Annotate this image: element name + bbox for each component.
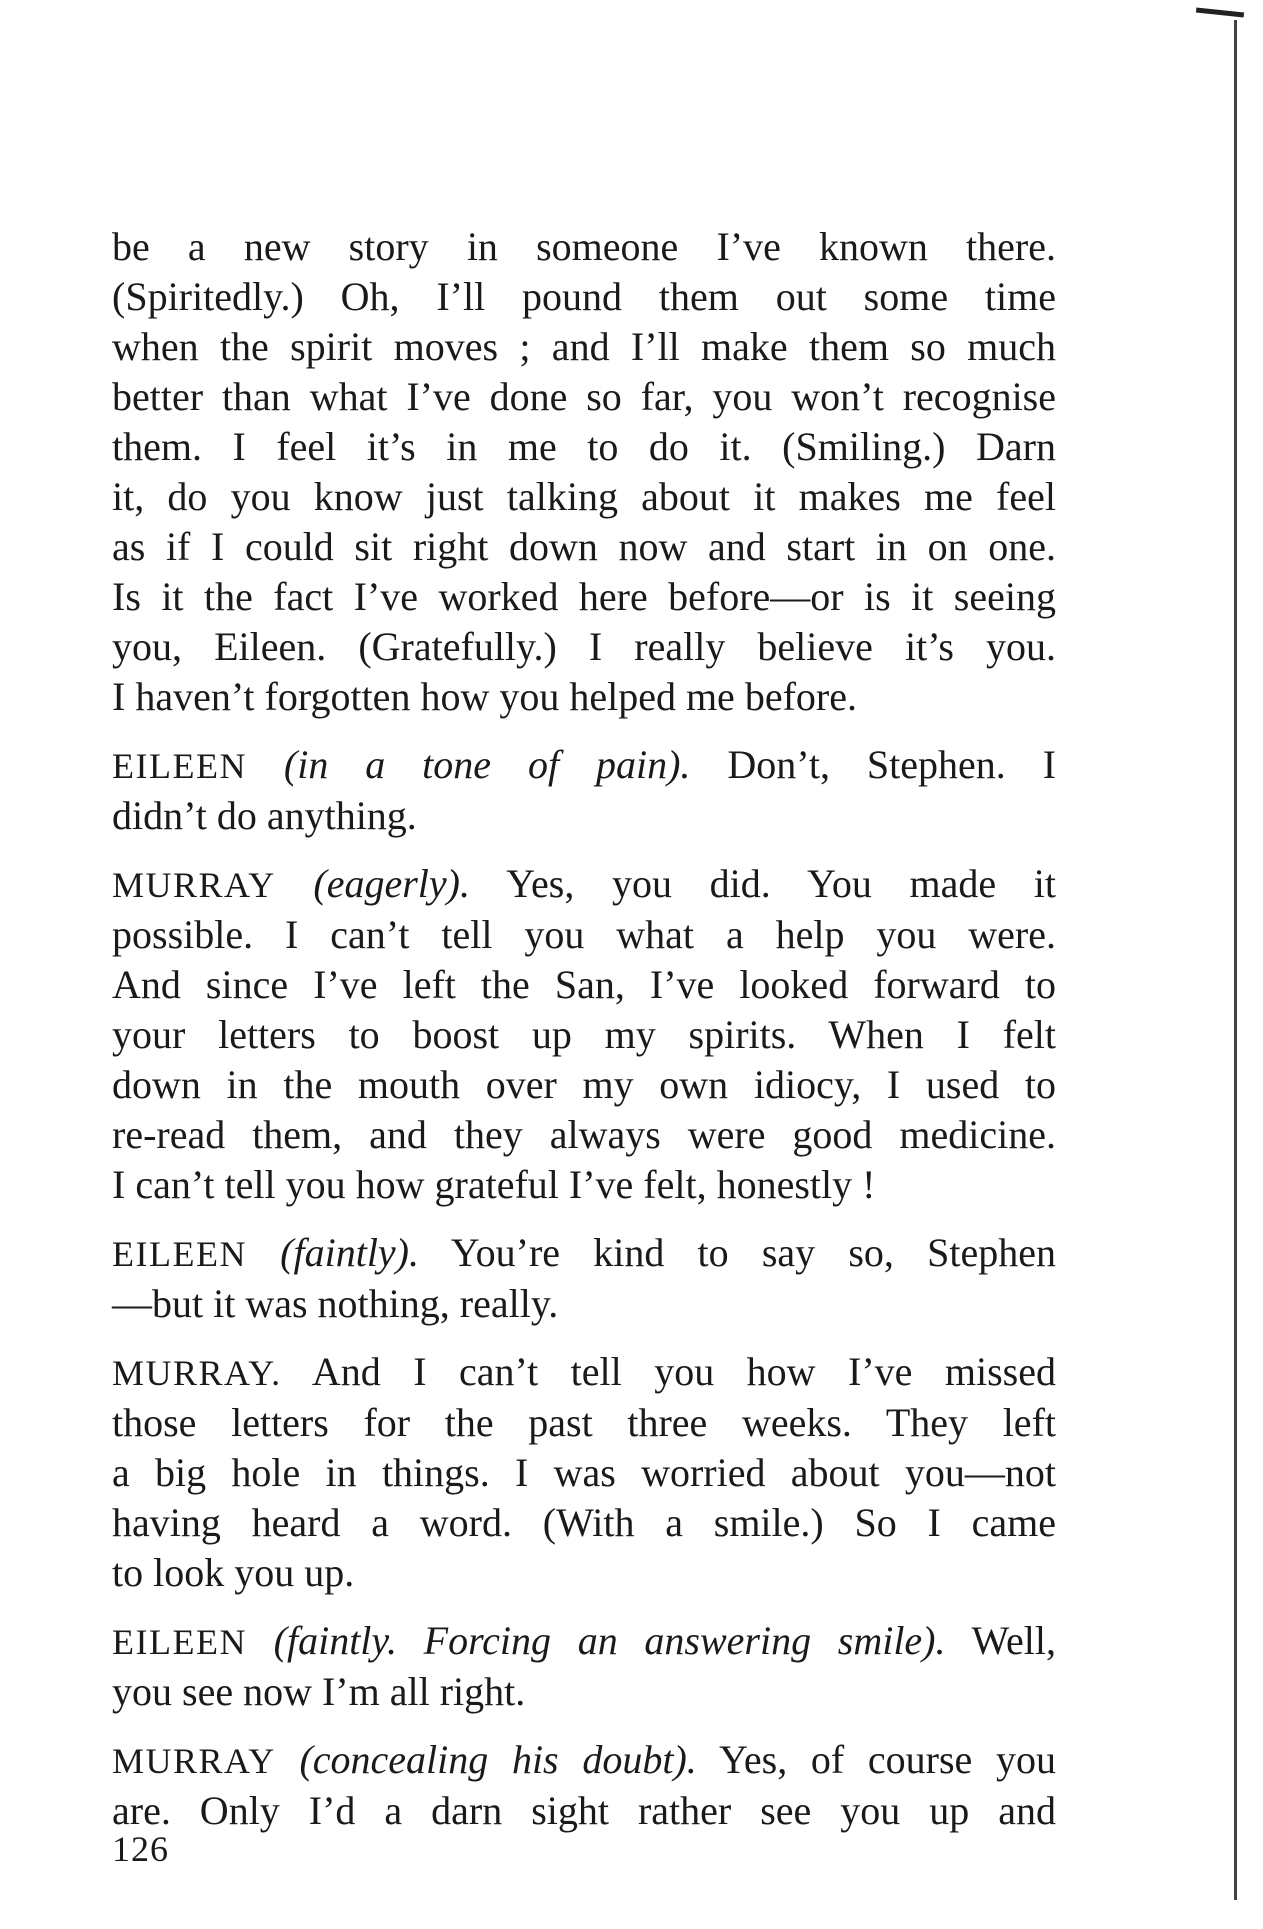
speech-eileen [112,1228,1056,1329]
speech-text: Yes, of course you [718,1737,1057,1782]
stage-direction: (faintly). [280,1230,420,1275]
stage-direction: (eagerly). [313,861,470,906]
speaker-name: EILEEN [112,746,247,786]
text-line: better than what I’ve done so far, you won’t recognise [112,374,1056,419]
text-line: down in the mouth over my own idiocy, I used to [112,1062,1056,1107]
speech-first-line [112,1228,1056,1279]
speaker-name: MURRAY. [112,1353,282,1393]
speech-first-line [112,740,1056,791]
page-number: 126 [112,1829,169,1869]
text-line: to look you up. [112,1550,355,1595]
stage-direction: (concealing his doubt). [299,1737,697,1782]
speech-text: And I can’t tell you how I’ve missed [311,1349,1056,1394]
speech-murray [112,1735,1056,1836]
paragraph-continuation [112,222,1056,722]
speech-eileen [112,1616,1056,1717]
speech-first-line [112,1735,1056,1786]
speaker-name: MURRAY [112,865,276,905]
text-line: I can’t tell you how grateful I’ve felt, honestly ! [112,1162,876,1207]
binding-edge-cap [1196,8,1244,18]
text-line: your letters to boost up my spirits. When I felt [112,1012,1056,1057]
text-line: (Spiritedly.) Oh, I’ll pound them out some time [112,274,1056,319]
speech-murray [112,1347,1056,1598]
speaker-name: EILEEN [112,1234,247,1274]
speech-text: Yes, you did. You made it [506,861,1056,906]
speech-first-line [112,1616,1056,1667]
text-line: And since I’ve left the San, I’ve looked forward to [112,962,1056,1007]
speech-text: Well, [971,1618,1057,1663]
text-line: having heard a word. (With a smile.) So I came [112,1500,1056,1545]
text-line: a big hole in things. I was worried about you—not [112,1450,1056,1495]
text-line: it, do you know just talking about it makes me feel [112,474,1056,519]
text-line: you see now I’m all right. [112,1669,526,1714]
text-line: when the spirit moves ; and I’ll make them so much [112,324,1056,369]
text-line: Is it the fact I’ve worked here before—or is it seeing [112,574,1056,619]
speech-first-line [112,1347,1056,1398]
text-line: didn’t do anything. [112,793,417,838]
speech-text: You’re kind to say so, Stephen [450,1230,1056,1275]
text-line: possible. I can’t tell you what a help you were. [112,912,1056,957]
text-line: be a new story in someone I’ve known there. [112,224,1056,269]
text-line: as if I could sit right down now and start in on one. [112,524,1056,569]
speaker-name: EILEEN [112,1622,247,1662]
body-text [112,222,1056,1854]
text-line: —but it was nothing, really. [112,1281,559,1326]
binding-edge-line [1234,20,1237,1900]
text-line: I haven’t forgotten how you helped me before. [112,674,857,719]
speech-first-line [112,859,1056,910]
speaker-name: MURRAY [112,1741,276,1781]
speech-eileen [112,740,1056,841]
text-line: re-read them, and they always were good medicine. [112,1112,1056,1157]
text-line: those letters for the past three weeks. They left [112,1400,1056,1445]
text-line: are. Only I’d a darn sight rather see you up and [112,1788,1056,1833]
stage-direction: (in a tone of pain). [283,742,691,787]
speech-text: Don’t, Stephen. I [727,742,1057,787]
text-line: you, Eileen. (Gratefully.) I really believe it’s you. [112,624,1056,669]
stage-direction: (faintly. Forcing an answering smile). [273,1618,946,1663]
speech-murray [112,859,1056,1210]
text-line: them. I feel it’s in me to do it. (Smiling.) Darn [112,424,1056,469]
